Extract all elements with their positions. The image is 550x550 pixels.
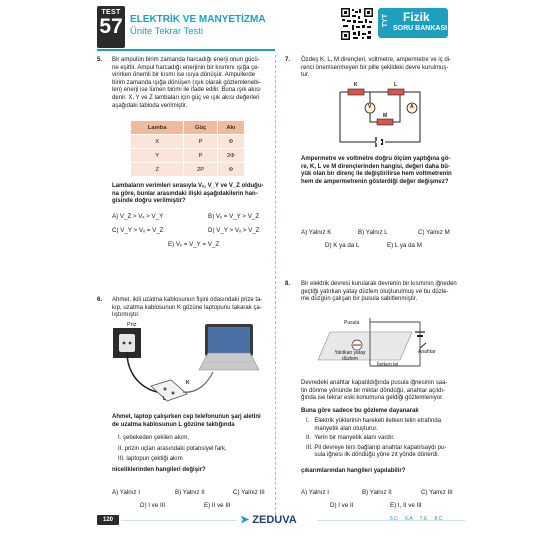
q5-option-d[interactable]: D) V_Y > Vₓ > V_Z [208,227,260,234]
table-cell: 2Φ [217,149,244,163]
q7-option-e[interactable]: E) L ya da M [387,242,422,249]
circuit-label-k: K [354,82,358,88]
q8-text2 [301,380,466,403]
q6-question-line: Ahmet, laptop çalışırken cep telefonunun şarj aletini [112,414,261,420]
answer-codes: 5.D 6.A 7.E 8.C [390,516,443,522]
q7-question-line: yük olan bir direnç ile değiştirilirse hem voltmetrenin [301,171,452,178]
column-divider [275,55,276,515]
q8-line2: Devredeki anahtar kapatıldığında pusula iğnesinin saa- [301,380,448,386]
q7-option-d[interactable]: D) K ya da L [325,242,360,249]
publisher-logo-icon: ➤ [240,514,250,526]
table-header: Güç [184,121,217,135]
q6-question [112,414,274,429]
q6-option-a[interactable]: A) Yalnız I [112,489,140,496]
q6-option-b[interactable]: B) Yalnız II [175,489,205,496]
unit-title: ELEKTRİK VE MANYETİZMA [130,14,266,25]
circuit-label-l: L [394,82,398,88]
q8-option-e[interactable]: E) I, II ve III [390,502,422,509]
q6-figure [113,322,263,412]
q8-option-c[interactable]: C) Yalnız III [421,489,453,496]
q7-option-c[interactable]: C) Yalnız M [418,229,450,236]
q8-option-b[interactable]: B) Yalnız II [362,489,392,496]
q5-line: len) enerji ise lümen birimi ile ifade edilir. Buna ışık akısı [112,87,261,94]
label-pusula: Pusula [344,320,360,326]
brand-subtitle: SORU BANKASI [393,25,448,32]
q6-number: 6. [97,297,103,303]
label-priz: Priz [127,322,137,328]
brand-title: Fizik [403,10,430,24]
q5-question [112,183,274,206]
q5-table [130,120,245,177]
q8-option-a[interactable]: A) Yalnız I [301,489,329,496]
table-header: Lamba [131,121,184,135]
voltmeter-icon: V [368,104,372,110]
q5-line: aşağıdaki tabloda verilmiştir. [112,102,188,109]
q8-question: Buna göre sadece bu gözleme dayanarak [301,408,419,414]
q7-question-line: hem de ampermetrenin gösterdiği değer değişmez? [301,178,449,185]
q8-line: geçtiği yatırkan yatay düzlem oluşturulmuş ve bu düzle- [301,288,449,295]
q8-line2: tin dönme yönünde bir miktar döndüğü, anahtar açıldı- [301,387,446,394]
table-cell: P [184,135,217,149]
q7-line: renci önemsenmeyen bir pille şekildeki devre kurulmuş- [301,64,449,71]
q6-option-c[interactable]: C) Yalnız III [233,489,265,496]
circuit-label-m: M [383,113,388,119]
q7-line: Özdeş K, L, M dirençleri, voltmetre, ampermetre ve iç di- [301,57,452,63]
q5-line: birim zamanda ışığa dönüşen (ışık olarak gözlemlenebi- [112,79,261,86]
ammeter-icon: A [410,104,414,110]
table-cell: Z [131,163,184,177]
q5-line: denir. X, Y ve Z lambaları için güç ve ışık akısı değerleri [112,94,260,101]
q6-option-d[interactable]: D) I ve III [140,502,166,509]
q7-text [301,57,466,80]
q7-number: 7. [285,57,291,63]
q5-line: virirken önemli bir kısmı ise ısıya dönüşür. Ampullerde [112,72,256,79]
test-label: TEST [101,9,121,16]
q7-option-a[interactable]: A) Yalnız K [301,229,332,236]
test-number-badge [97,6,125,48]
q7-question [301,156,466,186]
q6-line: kıp, uzatma kablosunun K gözüne laptopunu takarak ça- [112,304,262,311]
q6-items [118,435,227,464]
q5-question-line: Lambaların verimleri sırasıyla Vₓ, V_Y ve V_Z olduğu- [112,183,264,189]
q8-ask: çıkarımlarından hangileri yapılabilir? [301,468,406,474]
table-row [131,163,245,177]
q5-question-line: na göre, bunlar arasındaki ilişki aşağıdakilerin han- [112,190,258,197]
q8-item: III. Pil devreye ters bağlanıp anahtar kapatılsaydı pu- [306,444,447,451]
page-number: 120 [97,515,119,525]
unit-subtitle: Ünite Tekrar Testi [130,26,204,37]
q8-text [301,281,466,304]
label-k: K [186,380,190,386]
q7-option-b[interactable]: B) Yalnız L [358,229,388,236]
publisher-name: ZEDUVA [252,514,297,526]
table-row [131,135,245,149]
q5-option-a[interactable]: A) V_Z > Vₓ > V_Y [112,213,164,220]
q8-line2: ğında ise tekrar eski konumuna geldiği gözlemleniyor. [301,395,444,402]
q8-line: Bir elektrik devresi kurularak devrenin bir kısmının iğneden [301,281,457,287]
q5-line: Bir ampulün birim zamanda harcadığı enerji onun gücü- [112,57,260,63]
q6-line: Ahmet, ikili uzatma kablosunun fişini odasındaki prize ta- [112,297,263,303]
q5-question-line: gisinde doğru verilmiştir? [112,198,186,205]
table-cell: 2P [184,163,217,177]
q8-option-d[interactable]: D) I ve II [330,502,354,509]
brand-side-label: TYT [382,14,389,28]
label-yalitkan: Yalıtkan yatay düzlem [334,350,366,362]
q5-line: ne eşittir. Ampul harcadığı enerjinin bir kısmını ışığa çe- [112,64,260,71]
q6-line: lıştırmıştır. [112,312,140,319]
q8-item: sula iğnesi ilk döndüğü yöne zıt yönde dönerdi. [306,452,440,459]
q8-item: II. Yerin bir manyetik alanı vardır. [306,435,395,442]
test-number: 57 [99,15,123,38]
q6-option-e[interactable]: E) II ve III [204,502,231,509]
table-row [131,149,245,163]
footer-rule-left [121,520,237,521]
q6-item: III. laptopun çektiği akım [118,456,183,463]
table-header: Akı [217,121,244,135]
q5-option-b[interactable]: B) Vₓ = V_Y > V_Z [208,213,260,220]
table-cell: X [131,135,184,149]
q5-option-c[interactable]: C) V_Y > Vₓ = V_Z [112,227,164,234]
q6-item: II. prizin uçları arasındaki potansiyel fark, [118,445,227,452]
q7-line: tur. [301,72,310,79]
q7-circuit [330,82,430,150]
brand-badge [378,8,448,38]
q8-items [306,418,466,460]
q6-item: I. şebekeden çekilen akım, [118,435,190,441]
table-cell: Y [131,149,184,163]
q8-number: 8. [285,281,291,287]
table-cell: P [184,149,217,163]
qr-code [340,7,374,41]
label-l: L [163,396,167,402]
table-cell: Φ [217,163,244,177]
q6-text [112,297,274,320]
q5-option-e[interactable]: E) Vₓ = V_Y = V_Z [168,241,220,248]
q7-question-line: re, K, L ve M dirençlerinden hangisi, değeri daha bü- [301,163,450,170]
label-anahtar: Anahtar [418,349,436,355]
q5-number: 5. [97,57,103,63]
header-rule [97,49,275,51]
table-cell: Φ [217,135,244,149]
q6-question-line: de uzatma kablosunun L gözüne taktığında [112,421,235,428]
q8-item: manyetik alan oluşturur. [306,425,378,432]
label-iletken: İletken tel [377,362,399,368]
q8-item: I. Elektrik yüklerinin hareketi iletken telin etrafında [306,418,442,424]
q6-ask: niceliklerinden hangileri değişir? [112,467,206,473]
q7-question-line: Ampermetre ve voltmetre doğru ölçüm yaptığına gö- [301,156,451,162]
q8-line: me düzgün çalışan bir pusula sabitlenmiştir. [301,296,418,303]
q5-text [112,57,274,110]
publisher-logo [240,513,297,526]
